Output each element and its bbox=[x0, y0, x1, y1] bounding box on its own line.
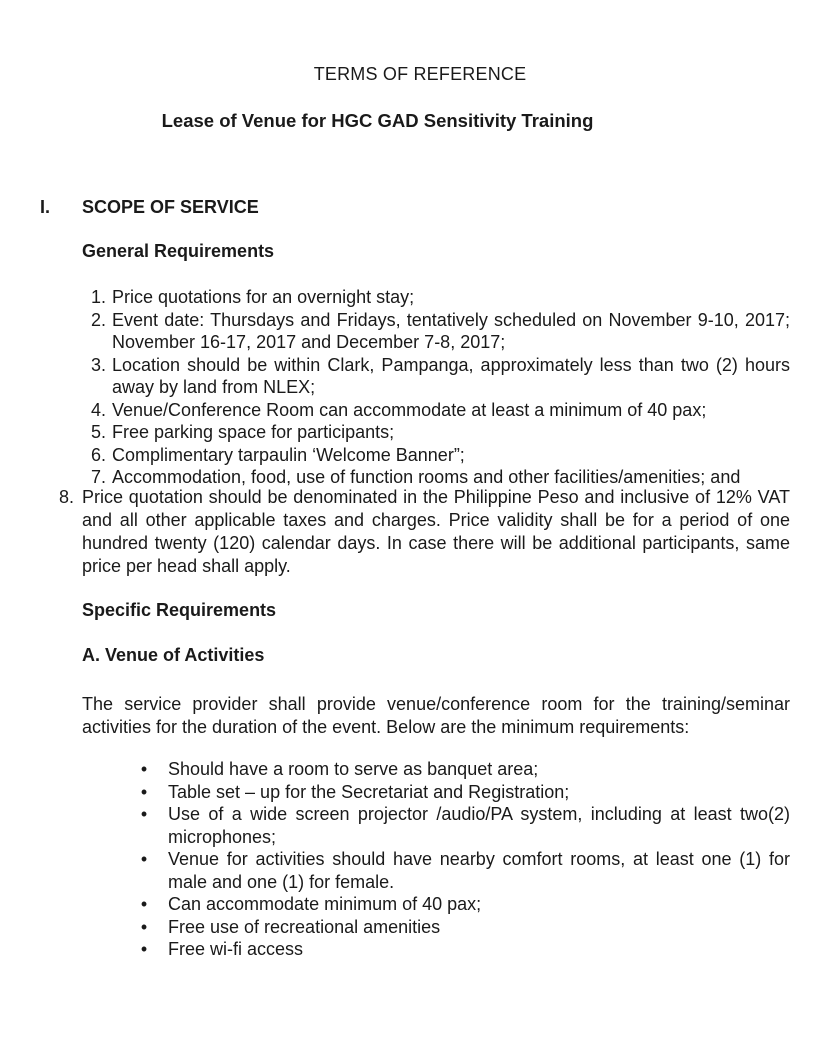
item-text: Location should be within Clark, Pampanga, approximately less than two (2) hours away by land from NLEX; bbox=[112, 354, 790, 397]
bullet-item bbox=[138, 893, 790, 916]
bullet-item bbox=[138, 803, 790, 848]
bullet-text: Table set – up for the Secretariat and Registration; bbox=[168, 781, 570, 802]
item-text: Complimentary tarpaulin ‘Welcome Banner”; bbox=[112, 444, 465, 465]
bullet-icon: • bbox=[140, 759, 148, 779]
list-item bbox=[82, 309, 790, 354]
item-number: 6. bbox=[90, 444, 106, 465]
subsection-a-heading: A. Venue of Activities bbox=[82, 645, 265, 665]
bullet-icon: • bbox=[140, 781, 148, 802]
bullet-icon: • bbox=[140, 916, 148, 937]
bullet-item bbox=[138, 916, 790, 939]
specific-requirements-heading: Specific Requirements bbox=[82, 600, 277, 620]
item-number: 2. bbox=[90, 309, 106, 330]
list-item-8 bbox=[58, 486, 790, 578]
bullet-item bbox=[138, 938, 790, 961]
bullet-text: Can accommodate minimum of 40 pax; bbox=[168, 894, 482, 914]
section-number: I. bbox=[40, 197, 51, 217]
list-item bbox=[82, 354, 790, 399]
bullet-text: Venue for activities should have nearby comfort rooms, at least one (1) for male and one (1) for female. bbox=[168, 849, 790, 892]
list-item bbox=[82, 399, 790, 422]
item-number: 3. bbox=[90, 354, 106, 375]
item-number: 1. bbox=[90, 287, 106, 307]
bullet-icon: • bbox=[140, 939, 148, 959]
list-item bbox=[82, 444, 790, 467]
bullet-icon: • bbox=[140, 804, 148, 824]
bullet-icon: • bbox=[140, 849, 148, 869]
document-title: TERMS OF REFERENCE bbox=[313, 64, 527, 84]
bullet-item bbox=[138, 781, 790, 804]
item-number: 4. bbox=[90, 399, 106, 420]
item-number: 5. bbox=[90, 422, 106, 442]
bullet-icon: • bbox=[140, 894, 148, 914]
list-item bbox=[82, 286, 790, 309]
bullet-item bbox=[138, 848, 790, 893]
bullet-text: Free use of recreational amenities bbox=[168, 916, 441, 937]
bullet-item bbox=[138, 758, 790, 781]
item-number: 7. bbox=[90, 467, 106, 487]
venue-requirements-list bbox=[138, 758, 790, 961]
general-requirements-heading: General Requirements bbox=[82, 241, 275, 261]
item-text: Price quotations for an overnight stay; bbox=[112, 287, 415, 307]
item-text: Free parking space for participants; bbox=[112, 422, 395, 442]
document-subtitle: Lease of Venue for HGC GAD Sensitivity Training bbox=[161, 110, 594, 131]
item-number: 8. bbox=[58, 487, 74, 507]
item-text: Venue/Conference Room can accommodate at least a minimum of 40 pax; bbox=[112, 399, 707, 420]
item-text: Event date: Thursdays and Fridays, tentatively scheduled on November 9-10, 2017; November 16-17, 2017 and December 7-8, 2017; bbox=[112, 309, 790, 352]
item-text: Price quotation should be denominated in the Philippine Peso and inclusive of 12% VAT and all other applicable taxes and charges. Price validity shall be for a period of one hundred twenty (120) calendar days. In case there will be additional participants, same price per head shall apply. bbox=[82, 487, 790, 576]
venue-paragraph: The service provider shall provide venue/conference room for the training/seminar activities for the duration of the event. Below are the minimum requirements: bbox=[82, 694, 790, 737]
item-text: Accommodation, food, use of function rooms and other facilities/amenities; and bbox=[112, 467, 741, 487]
list-item bbox=[82, 421, 790, 444]
bullet-text: Use of a wide screen projector /audio/PA system, including at least two(2) microphones; bbox=[168, 804, 790, 847]
bullet-text: Free wi-fi access bbox=[168, 939, 304, 959]
bullet-text: Should have a room to serve as banquet area; bbox=[168, 759, 539, 779]
section-title: SCOPE OF SERVICE bbox=[82, 197, 259, 217]
general-requirements-list bbox=[82, 286, 790, 489]
